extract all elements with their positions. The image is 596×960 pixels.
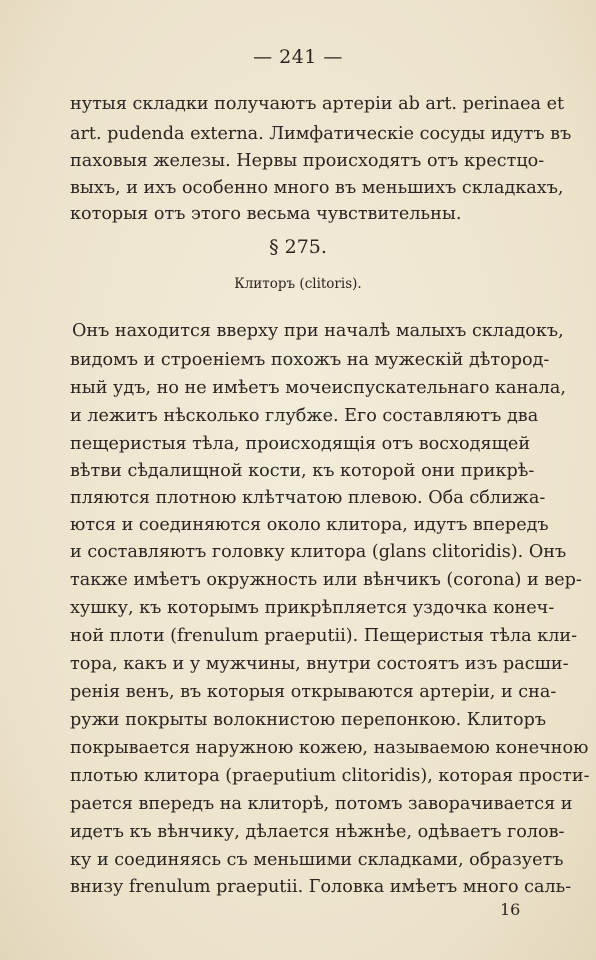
text-line: нутыя складки получаютъ артеріи ab art. perinaea et [70,94,565,114]
text-line: пещеристыя тѣла, происходящія отъ восходящей [70,434,531,454]
section-subtitle: Клиторъ (clitoris). [234,276,362,292]
page-number: — 241 — [253,46,343,68]
text-line: также имѣетъ окружность или вѣнчикъ (corona) и вер- [70,570,582,590]
text-line: art. pudenda externa. Лимфатическіе сосуды идутъ въ [70,124,572,144]
text-line: плотью клитора (praeputium clitoridis), которая прости- [70,766,590,786]
text-line: паховыя железы. Нервы происходятъ отъ крестцо- [70,151,545,171]
text-line: видомъ и строеніемъ похожъ на мужескій дѣтород- [70,350,550,370]
text-line: ку и соединяясь съ меньшими складками, образуетъ [70,850,564,870]
text-line: и лежитъ нѣсколько глубже. Его составляютъ два [70,406,539,426]
text-line: тора, какъ и у мужчины, внутри состоятъ изъ расши- [70,654,569,674]
text-line: ной плоти (frenulum praeputii). Пещеристыя тѣла кли- [70,626,578,646]
text-line: ружи покрыты волокнистою перепонкою. Клиторъ [70,710,547,730]
text-line: которыя отъ этого весьма чувствительны. [70,204,462,224]
text-line: покрывается наружною кожею, называемою конечною [70,738,589,758]
text-line: вѣтви сѣдалищной кости, къ которой они прикрѣ- [70,461,535,481]
text-line: внизу frenulum praeputii. Головка имѣетъ много саль- [70,877,572,897]
text-line: пляются плотною клѣтчатою плевою. Оба сближа- [70,488,546,508]
text-line: ренія венъ, въ которыя открываются артеріи, и сна- [70,682,557,702]
text-line: хушку, къ которымъ прикрѣпляется уздочка конеч- [70,598,555,618]
text-line: ются и соединяются около клитора, идутъ впередъ [70,515,549,535]
text-line: Онъ находится вверху при началѣ малыхъ складокъ, [72,321,564,341]
text-line: выхъ, и ихъ особенно много въ меньшихъ складкахъ, [70,178,564,198]
signature-mark: 16 [500,900,521,919]
text-line: и составляютъ головку клитора (glans clitoridis). Онъ [70,542,567,562]
section-number: § 275. [269,236,327,258]
text-line: идетъ къ вѣнчику, дѣлается нѣжнѣе, одѣваетъ голов- [70,822,565,842]
text-line: ный удъ, но не имѣетъ мочеиспускательнаго канала, [70,378,567,398]
text-line: рается впередъ на клиторѣ, потомъ заворачивается и [70,794,573,814]
